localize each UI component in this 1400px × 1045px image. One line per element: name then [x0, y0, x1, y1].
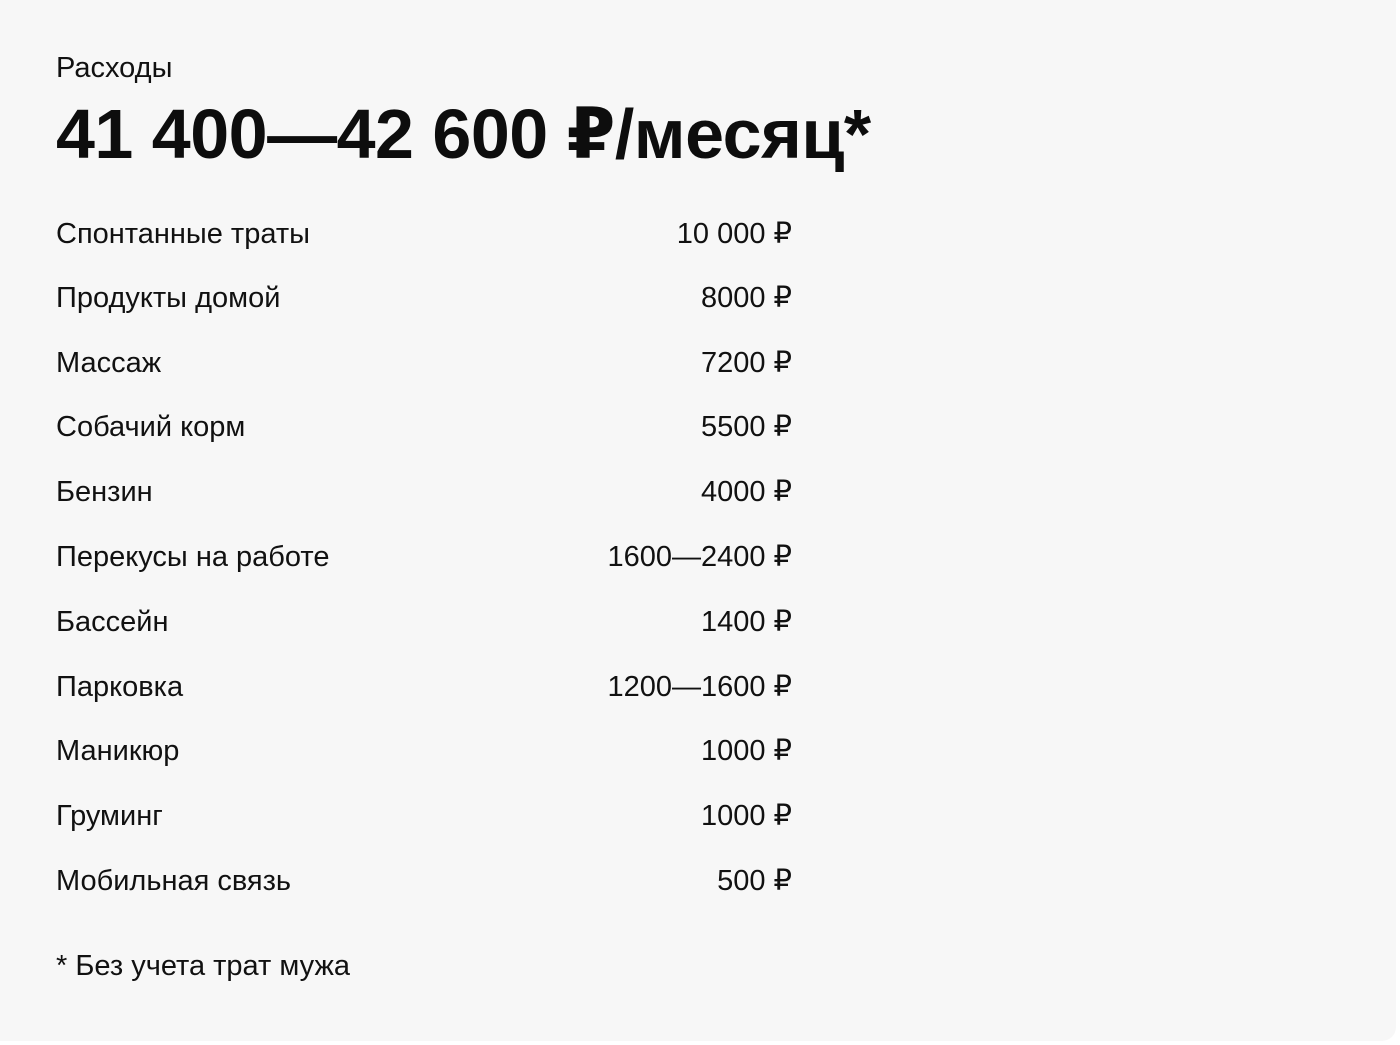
expense-row	[56, 331, 792, 395]
expense-amount: 1000 ₽	[700, 735, 792, 767]
expense-row	[56, 525, 792, 589]
expense-row	[56, 395, 792, 459]
footnote: * Без учета трат мужа	[56, 950, 350, 982]
expense-amount: 8000 ₽	[700, 282, 792, 314]
expense-row	[56, 784, 792, 848]
expense-label: Маникюр	[56, 735, 180, 767]
expense-label: Бензин	[56, 476, 153, 508]
monthly-total-title: 41 400—42 600 ₽/месяц*	[56, 95, 871, 173]
expense-amount: 1000 ₽	[700, 800, 792, 832]
expense-amount: 1600—2400 ₽	[607, 541, 792, 573]
expense-amount: 1200—1600 ₽	[607, 671, 792, 703]
expense-row	[56, 849, 792, 913]
expense-label: Бассейн	[56, 606, 169, 638]
expense-label: Парковка	[56, 671, 184, 703]
expense-row	[56, 202, 792, 266]
expense-row	[56, 590, 792, 654]
expense-row	[56, 266, 792, 330]
expense-label: Собачий корм	[56, 411, 246, 443]
expense-amount: 5500 ₽	[700, 411, 792, 443]
section-subtitle: Расходы	[56, 52, 173, 84]
expense-label: Продукты домой	[56, 282, 281, 314]
expense-amount: 4000 ₽	[700, 476, 792, 508]
expense-label: Груминг	[56, 800, 163, 832]
expense-amount: 7200 ₽	[700, 347, 792, 379]
expense-amount: 1400 ₽	[700, 606, 792, 638]
expense-row	[56, 719, 792, 783]
expense-label: Перекусы на работе	[56, 541, 330, 573]
expense-amount: 500 ₽	[717, 865, 792, 897]
expense-label: Спонтанные траты	[56, 218, 310, 250]
expense-label: Мобильная связь	[56, 865, 292, 897]
expense-row	[56, 460, 792, 524]
expense-amount: 10 000 ₽	[676, 218, 792, 250]
expense-label: Массаж	[56, 347, 162, 379]
expense-row	[56, 655, 792, 719]
